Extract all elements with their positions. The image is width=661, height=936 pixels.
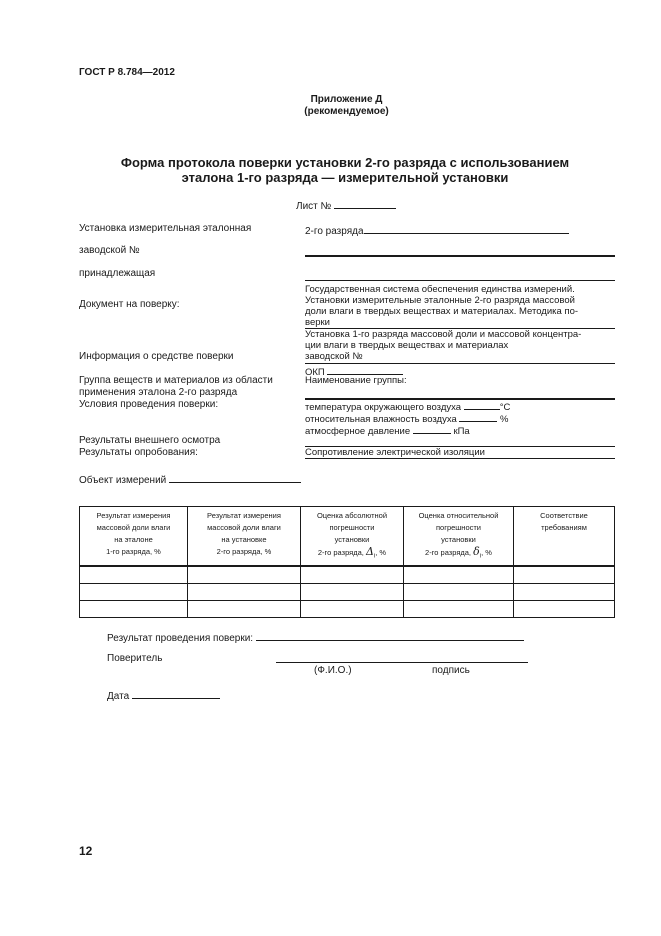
verifier-blank-line[interactable] — [276, 662, 528, 663]
header-line: Результат измерения — [207, 511, 281, 520]
table-cell[interactable] — [188, 601, 301, 618]
header-line: массовой доли влаги — [207, 523, 281, 532]
serial-label: заводской № — [79, 245, 140, 256]
header-compliance — [514, 507, 615, 567]
pressure-unit: кПа — [453, 426, 470, 437]
group-label-line2: применения эталона 2-го разряда — [79, 387, 238, 398]
table-cell[interactable] — [80, 566, 188, 584]
table-cell[interactable] — [301, 601, 404, 618]
table-row — [80, 601, 615, 618]
okp-blank[interactable] — [327, 364, 403, 375]
sheet-label: Лист № — [296, 201, 332, 212]
means-label: Информация о средстве поверки — [79, 351, 234, 362]
doc-value-line2: Установки измерительные эталонные 2-го разряда массовой — [305, 295, 575, 306]
group-label-line1: Группа веществ и материалов из области — [79, 375, 273, 386]
header-relative-error — [404, 507, 514, 567]
table-cell[interactable] — [301, 566, 404, 584]
table-cell[interactable] — [404, 566, 514, 584]
table-cell[interactable] — [514, 566, 615, 584]
date-label: Дата — [107, 691, 130, 702]
header-line: 2-го разряда, — [425, 548, 472, 557]
appendix-subtitle: (рекомендуемое) — [304, 106, 389, 117]
doc-value-line4: верки — [305, 317, 330, 328]
signature-label: подпись — [432, 665, 470, 676]
header-installation-result — [188, 507, 301, 567]
installation-blank[interactable] — [364, 223, 569, 234]
means-value-line2: ции влаги в твердых веществах и материалах — [305, 340, 509, 351]
header-line: на установке — [221, 535, 267, 544]
pressure-field — [305, 423, 470, 438]
humidity-label: относительная влажность воздуха — [305, 414, 457, 425]
means-value-line1: Установка 1-го разряда массовой доли и массовой концентра- — [305, 329, 582, 340]
object-field — [79, 472, 301, 487]
group-value: Наименование группы: — [305, 375, 407, 386]
table-cell[interactable] — [404, 584, 514, 601]
conditions-label: Условия проведения поверки: — [79, 399, 219, 410]
serial-blank-line[interactable] — [305, 255, 615, 257]
header-standard-result — [80, 507, 188, 567]
temp-label: температура окружающего воздуха — [305, 402, 462, 413]
form-title-line2: эталона 1-го разряда — измерительной установки — [181, 170, 509, 185]
testing-label: Результаты опробования: — [79, 447, 198, 458]
installation-label: Установка измерительная эталонная — [79, 223, 252, 234]
means-serial: заводской № — [305, 351, 363, 362]
date-blank[interactable] — [132, 688, 220, 699]
protocol-table — [79, 506, 615, 618]
page-number: 12 — [79, 844, 93, 858]
humidity-blank[interactable] — [459, 411, 497, 422]
header-line: погрешности — [435, 523, 481, 532]
header-line: массовой доли влаги — [96, 523, 171, 532]
testing-underline — [305, 458, 615, 459]
header-line: Оценка абсолютной — [316, 511, 388, 520]
installation-value — [305, 223, 569, 238]
small-delta-subscript: i — [479, 553, 482, 560]
fio-label: (Ф.И.О.) — [314, 665, 352, 676]
inspection-label: Результаты внешнего осмотра — [79, 435, 221, 446]
table-cell[interactable] — [80, 601, 188, 618]
table-header-row — [80, 507, 615, 567]
header-line: требованиям — [541, 523, 587, 532]
table-cell[interactable] — [514, 584, 615, 601]
date-field — [107, 688, 220, 703]
pressure-blank[interactable] — [413, 423, 451, 434]
doc-value-line3: доли влаги в твердых веществах и материалах. Методика по- — [305, 306, 579, 317]
testing-value: Сопротивление электрической изоляции — [305, 447, 485, 458]
table-cell[interactable] — [80, 584, 188, 601]
header-line: Оценка относительной — [418, 511, 499, 520]
delta-subscript: i — [373, 553, 376, 560]
small-delta-symbol: δ — [473, 545, 480, 558]
table-cell[interactable] — [301, 584, 404, 601]
temp-blank[interactable] — [464, 399, 500, 410]
result-label: Результат проведения поверки: — [107, 633, 254, 644]
result-blank[interactable] — [256, 630, 524, 641]
table-cell[interactable] — [188, 584, 301, 601]
table-cell[interactable] — [514, 601, 615, 618]
header-line: погрешности — [329, 523, 375, 532]
header-line: 2-го разряда, — [317, 548, 364, 557]
header-absolute-error — [301, 507, 404, 567]
appendix-title: Приложение Д — [310, 94, 383, 105]
table-cell[interactable] — [188, 566, 301, 584]
header-line: 2-го разряда, % — [216, 547, 272, 556]
owner-blank-line[interactable] — [305, 280, 615, 281]
installation-value-text: 2-го разряда — [305, 226, 364, 237]
delta-symbol: Δ — [365, 545, 374, 558]
verifier-label: Поверитель — [107, 653, 163, 664]
header-line: на эталоне — [114, 535, 153, 544]
owner-label: принадлежащая — [79, 268, 156, 279]
standard-code: ГОСТ Р 8.784—2012 — [79, 67, 175, 78]
table-cell[interactable] — [404, 601, 514, 618]
header-line: установки — [441, 535, 476, 544]
object-label: Объект измерений — [79, 475, 167, 486]
header-line-with-symbol — [404, 546, 513, 563]
rel-unit: , % — [481, 548, 492, 557]
object-blank[interactable] — [169, 472, 301, 483]
header-line: Результат измерения — [96, 511, 171, 520]
result-field — [107, 630, 524, 645]
header-line: установки — [334, 535, 370, 544]
header-line: Соответствие — [540, 511, 588, 520]
sheet-number — [296, 198, 396, 213]
humidity-unit: % — [500, 414, 509, 425]
abs-unit: , % — [375, 548, 387, 557]
temp-unit: °С — [499, 402, 511, 413]
header-line: 1-го разряда, % — [106, 547, 161, 556]
table-row — [80, 566, 615, 584]
doc-value-line1: Государственная система обеспечения единства измерений. — [305, 284, 575, 295]
doc-label: Документ на поверку: — [79, 299, 180, 310]
pressure-label: атмосферное давление — [305, 426, 411, 437]
header-line-with-symbol — [301, 546, 403, 563]
table-row — [80, 584, 615, 601]
sheet-number-blank[interactable] — [334, 198, 396, 209]
form-title-line1: Форма протокола поверки установки 2-го разряда с использованием — [120, 155, 570, 170]
okp-label: ОКП — [305, 367, 325, 378]
